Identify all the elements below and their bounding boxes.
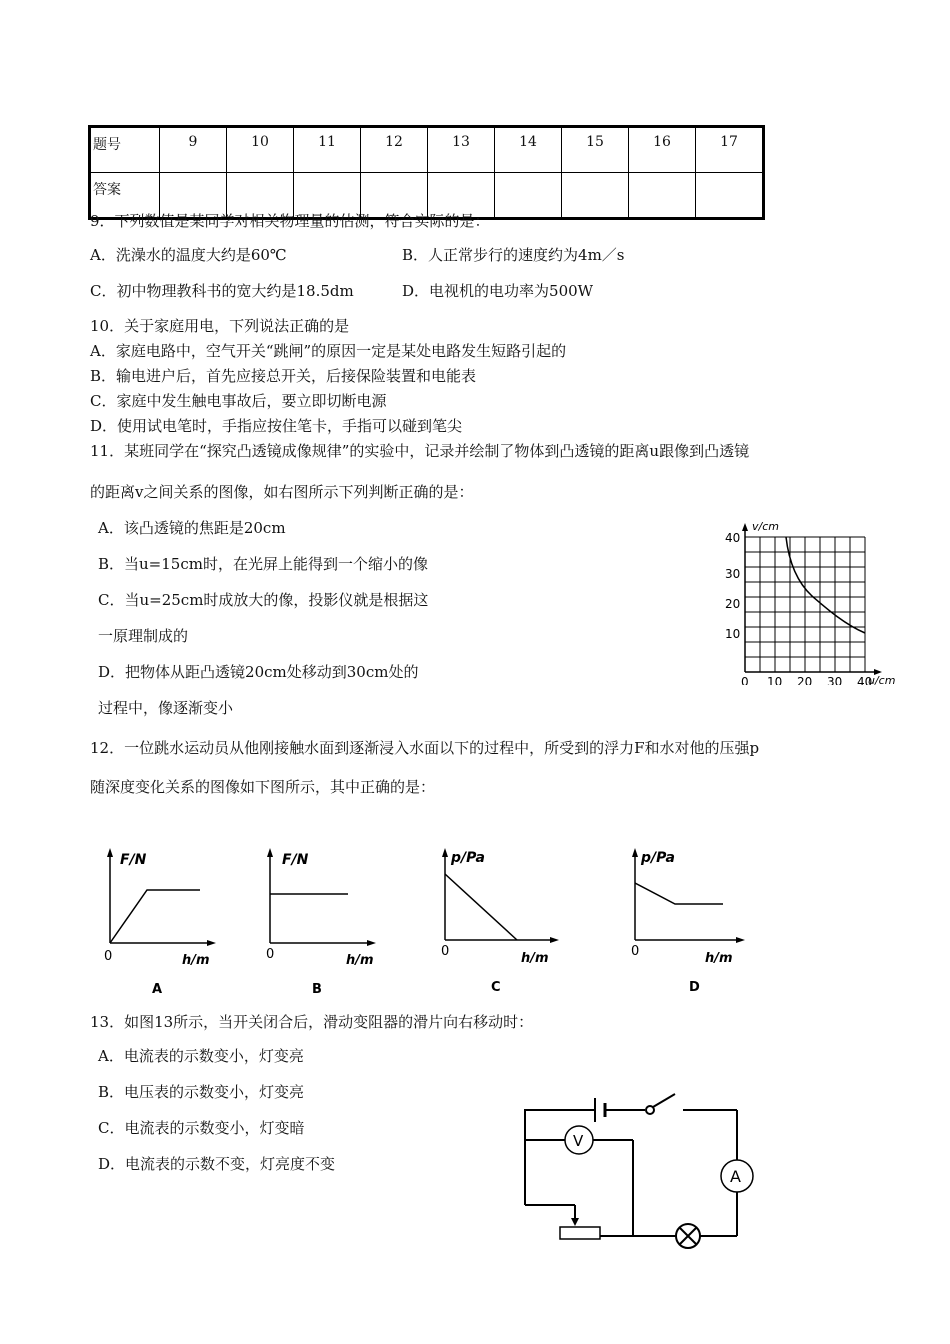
ammeter-label: A: [730, 1167, 741, 1186]
q11-option-d-cont: 过程中，像逐渐变小: [98, 699, 234, 717]
q10-option-c: C．家庭中发生触电事故后，要立即切断电源: [90, 392, 387, 410]
graph-ylabel: p/Pa: [451, 850, 485, 866]
graph-xlabel: h/m: [182, 953, 210, 968]
x-tick: 40: [857, 675, 873, 685]
graph-xlabel: h/m: [346, 953, 374, 968]
graph-letter: B: [312, 982, 322, 997]
q11-option-d: D．把物体从距凸透镜20cm处移动到30cm处的: [98, 663, 419, 681]
voltmeter-label: V: [573, 1132, 584, 1150]
q11-option-c-cont: 一原理制成的: [98, 627, 189, 645]
lamp-icon: [676, 1224, 700, 1248]
answer-cell[interactable]: [495, 173, 562, 219]
graph-letter: C: [491, 980, 501, 995]
q11-stem-line1: 11．某班同学在“探究凸透镜成像规律”的实验中，记录并绘制了物体到凸透镜的距离u跟像到凸透镜: [90, 442, 750, 460]
rheostat-slider-arrow: [571, 1218, 579, 1226]
y-axis-arrow: [742, 523, 748, 531]
graph-origin: 0: [631, 944, 640, 959]
table-number-cell: 12: [361, 127, 428, 173]
y-axis-label: v/cm: [752, 520, 779, 533]
answer-cell[interactable]: [696, 173, 764, 219]
q9-stem: 9．下列数值是某同学对相关物理量的估测，符合实际的是：: [90, 212, 490, 230]
graph-origin: 0: [104, 949, 113, 964]
table-number-cell: 9: [160, 127, 227, 173]
graph-letter: A: [152, 982, 163, 997]
table-header-label: 题号: [90, 127, 160, 173]
v-u-curve: [786, 537, 865, 633]
q11-stem-line2: 的距离v之间关系的图像，如右图所示下列判断正确的是：: [90, 483, 474, 501]
q12-graph-a: [90, 840, 230, 1000]
graph-line: [635, 883, 723, 904]
graph-line: [445, 874, 517, 940]
q10-option-a: A．家庭电路中，空气开关“跳闸”的原因一定是某处电路发生短路引起的: [90, 342, 567, 360]
q12-graph-b: [250, 840, 390, 1000]
table-number-cell: 16: [629, 127, 696, 173]
graph-origin: 0: [441, 944, 450, 959]
answer-table: [88, 125, 765, 220]
q12-graph-d: [615, 840, 765, 1000]
graph-origin: 0: [266, 947, 275, 962]
x-tick: 20: [797, 675, 813, 685]
y-tick: 20: [725, 597, 741, 611]
y-tick: 40: [725, 531, 741, 545]
graph-ylabel: F/N: [120, 852, 147, 868]
q10-option-b: B．输电进户后，首先应接总开关，后接保险装置和电能表: [90, 367, 477, 385]
q10-stem: 10．关于家庭用电，下列说法正确的是: [90, 317, 350, 335]
graph-xlabel: h/m: [705, 951, 733, 966]
q13-stem: 13．如图13所示，当开关闭合后，滑动变阻器的滑片向右移动时：: [90, 1013, 534, 1031]
table-number-cell: 10: [227, 127, 294, 173]
q11-option-a: A．该凸透镜的焦距是20cm: [98, 519, 286, 537]
x-tick: 30: [827, 675, 843, 685]
graph-grid: [745, 537, 865, 672]
table-number-cell: 15: [562, 127, 629, 173]
table-number-cell: 13: [428, 127, 495, 173]
q10-option-d: D．使用试电笔时，手指应按住笔卡，手指可以碰到笔尖: [90, 417, 463, 435]
q13-option-a: A．电流表的示数变小，灯变亮: [98, 1047, 304, 1065]
x-tick: 10: [767, 675, 783, 685]
switch-pivot: [646, 1106, 654, 1114]
q9-option-d: D．电视机的电功率为500W: [402, 282, 594, 300]
table-answer-label: 答案: [90, 173, 160, 219]
q13-option-b: B．电压表的示数变小，灯变亮: [98, 1083, 305, 1101]
graph-ylabel: F/N: [282, 852, 309, 868]
q13-circuit-diagram: [515, 1090, 775, 1260]
graph-line: [110, 890, 200, 943]
q12-stem-line1: 12．一位跳水运动员从他刚接触水面到逐渐浸入水面以下的过程中，所受到的浮力F和水对他的压强p: [90, 739, 760, 757]
q13-option-c: C．电流表的示数变小，灯变暗: [98, 1119, 305, 1137]
x-tick: 0: [741, 675, 749, 685]
answer-cell[interactable]: [562, 173, 629, 219]
x-axis-label: u/cm: [868, 674, 896, 685]
q12-stem-line2: 随深度变化关系的图像如下图所示，其中正确的是：: [90, 778, 436, 796]
q11-lens-graph: [720, 515, 915, 685]
table-row-numbers: [90, 127, 764, 173]
y-tick: 30: [725, 567, 741, 581]
q9-option-c: C．初中物理教科书的宽大约是18.5dm: [90, 282, 354, 300]
table-number-cell: 17: [696, 127, 764, 173]
switch-blade: [653, 1094, 675, 1107]
rheostat-body: [560, 1227, 600, 1239]
q9-option-b: B．人正常步行的速度约为4m／s: [402, 246, 625, 264]
graph-letter: D: [689, 980, 700, 995]
q11-option-c: C．当u=25cm时成放大的像，投影仪就是根据这: [98, 591, 429, 609]
graph-xlabel: h/m: [521, 951, 549, 966]
q9-option-a: A．洗澡水的温度大约是60℃: [90, 246, 287, 264]
q13-option-d: D．电流表的示数不变，灯亮度不变: [98, 1155, 336, 1173]
y-tick: 10: [725, 627, 741, 641]
answer-cell[interactable]: [629, 173, 696, 219]
q11-option-b: B．当u=15cm时，在光屏上能得到一个缩小的像: [98, 555, 428, 573]
graph-ylabel: p/Pa: [641, 850, 675, 866]
table-number-cell: 11: [294, 127, 361, 173]
q12-graph-c: [425, 840, 565, 1000]
table-number-cell: 14: [495, 127, 562, 173]
